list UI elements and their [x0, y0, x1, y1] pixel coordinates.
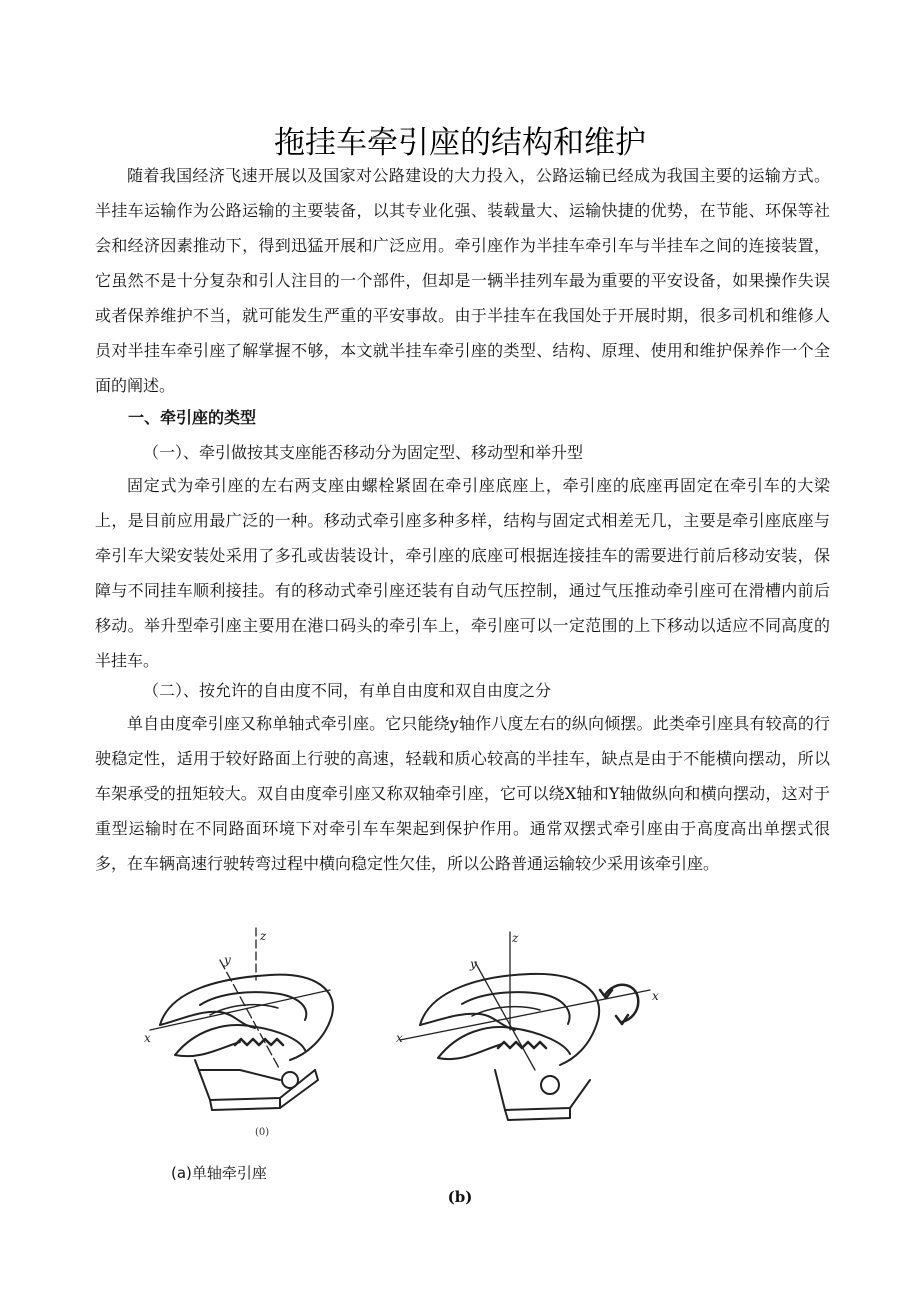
freedom-paragraph: 单自由度牵引座又称单轴式牵引座。它只能绕y轴作八度左右的纵向倾摆。此类牵引座具有较高的行驶稳定性，适用于较好路面上行驶的高速，轻载和质心较高的半挂车，缺点是由于不能横向摆动，所以车架承受的扭矩较大。双自由度牵引座又称双轴牵引座，它可以绕X轴和Y轴做纵向和横向摆动，这对于重型运输时在不同路面环境下对牵引车车架起到保护作用。通常双摆式牵引座由于高度高出单摆式很多，在车辆高速行驶转弯过程中横向稳定性欠佳，所以公路普通运输较少采用该牵引座。: [95, 714, 830, 873]
left-axis-z-label: z: [260, 929, 267, 943]
coupling-figure: [140, 920, 700, 1150]
subsection-heading-mobility: （一）、牵引做按其支座能否移动分为固定型、移动型和举升型: [143, 443, 584, 462]
figure-small-label: (0): [255, 1127, 270, 1138]
figure-caption-b: (b): [447, 1188, 473, 1206]
right-axis-x-right-label: x: [652, 989, 659, 1003]
right-axis-z-label: z: [512, 931, 519, 945]
section-heading-types: 一、牵引座的类型: [128, 408, 257, 427]
intro-paragraph: 随着我国经济飞速开展以及国家对公路建设的大力投入，公路运输已经成为我国主要的运输方式。半挂车运输作为公路运输的主要装备，以其专业化强、装载量大、运输快捷的优势，在节能、环保等社会和经济因素推动下，得到迅猛开展和广泛应用。牵引座作为半挂车牵引车与半挂车之间的连接装置，它虽然不是十分复杂和引人注目的一个部件，但却是一辆半挂列车最为重要的平安设备，如果操作失误或者保养维护不当，就可能发生严重的平安事故。由于半挂车在我国处于开展时期，很多司机和维修人员对半挂车牵引座了解掌握不够，本文就半挂车牵引座的类型、结构、原理、使用和维护保养作一个全面的阐述。: [95, 166, 830, 395]
left-axis-x-label: x: [144, 1031, 151, 1045]
figure-caption-a: (a)单轴牵引座: [171, 1164, 267, 1182]
left-axis-y-label: y: [224, 953, 231, 967]
single-axis-coupling-drawing: [150, 928, 333, 1110]
subsection-heading-freedom: （二）、按允许的自由度不同，有单自由度和双自由度之分: [143, 681, 552, 700]
right-axis-y-label: y: [470, 957, 477, 971]
mobility-paragraph: 固定式为牵引座的左右两支座由螺栓紧固在牵引座底座上，牵引座的底座再固定在牵引车的大梁上，是目前应用最广泛的一种。移动式牵引座多种多样，结构与固定式相差无几，主要是牵引座底座与牵引车大梁安装处采用了多孔或齿装设计，牵引座的底座可根据连接挂车的需要进行前后移动安装，保障与不同挂车顺利接挂。有的移动式牵引座还装有自动气压控制，通过气压推动牵引座可在滑槽内前后移动。举升型牵引座主要用在港口码头的牵引车上，牵引座可以一定范围的上下移动以适应不同高度的半挂车。: [95, 476, 830, 670]
right-axis-x-left-label: x: [396, 1031, 403, 1045]
document-title: 拖挂车牵引座的结构和维护: [274, 124, 646, 161]
coupling-drawings: [140, 920, 700, 1150]
double-axis-coupling-drawing: [400, 932, 650, 1120]
